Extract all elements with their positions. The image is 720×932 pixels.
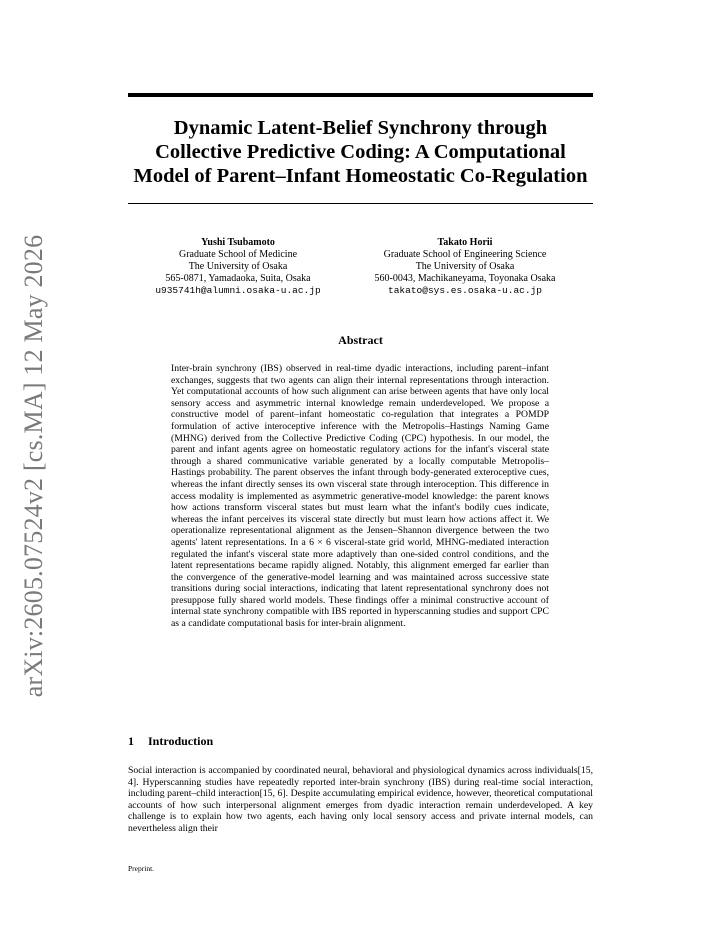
author-email: u935741h@alumni.osaka-u.ac.jp [155, 285, 321, 296]
author-email: takato@sys.es.osaka-u.ac.jp [388, 285, 542, 296]
title-bottom-rule [128, 203, 593, 204]
arxiv-identifier: arXiv:2605.07524v2 [cs.MA] 12 May 2026 [19, 234, 48, 698]
section-title: Introduction [148, 734, 214, 748]
abstract-text: Inter-brain synchrony (IBS) observed in real-time dyadic interactions, including parent–infant exchanges, suggests that two agents can align their internal representations through interaction. Yet computational accounts of how such alignment can arise between agents that have only local sensory access and asymmetric internal knowledge remain underdeveloped. We propose a constructive model of parent–infant homeostatic co-regulation that integrates a POMDP formulation of active interoceptive inference with the Metropolis–Hastings Naming Game (MHNG) derived from the Collective Predictive Coding (CPC) hypothesis. In our model, the parent and infant agents agree on homeostatic regulatory actions for the infant's visceral state through a shared communicative variable generated by a locally computable Metropolis–Hastings probability. The parent observes the infant through body-generated exteroceptive cues, whereas the infant directly senses its own visceral state through interoception. This difference in access modality is implemented as asymmetric generative-model knowledge: the parent knows how actions transform visceral states but must learn what the infant's bodily cues indicate, whereas the infant perceives its visceral state directly but must learn how actions affect it. We operationalize representational alignment as the Jensen–Shannon divergence between the two agents' latent representations. In a 6 × 6 visceral-state grid world, MHNG-mediated interaction regulated the infant's visceral state more adaptively than one-sided control conditions, and the latent representations became rapidly aligned. Notably, this alignment emerged far earlier than the convergence of the generative-model learning and was maintained across successive state transitions during social interactions, indicating that latent representational synchrony does not presuppose fully shared world models. These findings offer a minimal constructive account of internal state synchrony compatible with IBS reported in hyperscanning studies and support CPC as a candidate computational basis for inter-brain alignment. [171, 363, 549, 630]
author-name: Takato Horii [437, 237, 493, 248]
author-affiliation: Graduate School of Engineering Science [383, 249, 547, 260]
author-affiliation: Graduate School of Medicine [178, 249, 298, 260]
section-heading [128, 734, 213, 749]
abstract-heading: Abstract [338, 333, 383, 347]
paper-title: Dynamic Latent-Belief Synchrony through Collective Predictive Coding: A Computational Model of Parent–Infant Homeostatic Co-Regulation [133, 117, 588, 187]
author-address: 565-0871, Yamadaoka, Suita, Osaka [165, 273, 311, 284]
author-address: 560-0043, Machikaneyama, Toyonaka Osaka [374, 273, 556, 284]
section-number: 1 [128, 734, 134, 748]
author-university: The University of Osaka [415, 261, 515, 272]
introduction-text: Social interaction is accompanied by coordinated neural, behavioral and physiological dynamics across individuals[15, 4]. Hyperscanning studies have repeatedly reported inter-brain synchrony (IBS) during real-time social interaction, including parent–child interaction[15, 6]. Despite accumulating empirical evidence, however, theoretical computational accounts of how such interpersonal alignment emerges from dyadic interaction remain underdeveloped. A key challenge is to explain how two agents, each having only local sensory access and private internal models, can nevertheless align their [128, 765, 593, 834]
author-block-1 [138, 237, 338, 297]
footer-note: Preprint. [128, 864, 155, 873]
author-block-2 [355, 237, 575, 297]
author-university: The University of Osaka [188, 261, 288, 272]
author-name: Yushi Tsubamoto [201, 237, 275, 248]
title-top-rule [128, 93, 593, 97]
